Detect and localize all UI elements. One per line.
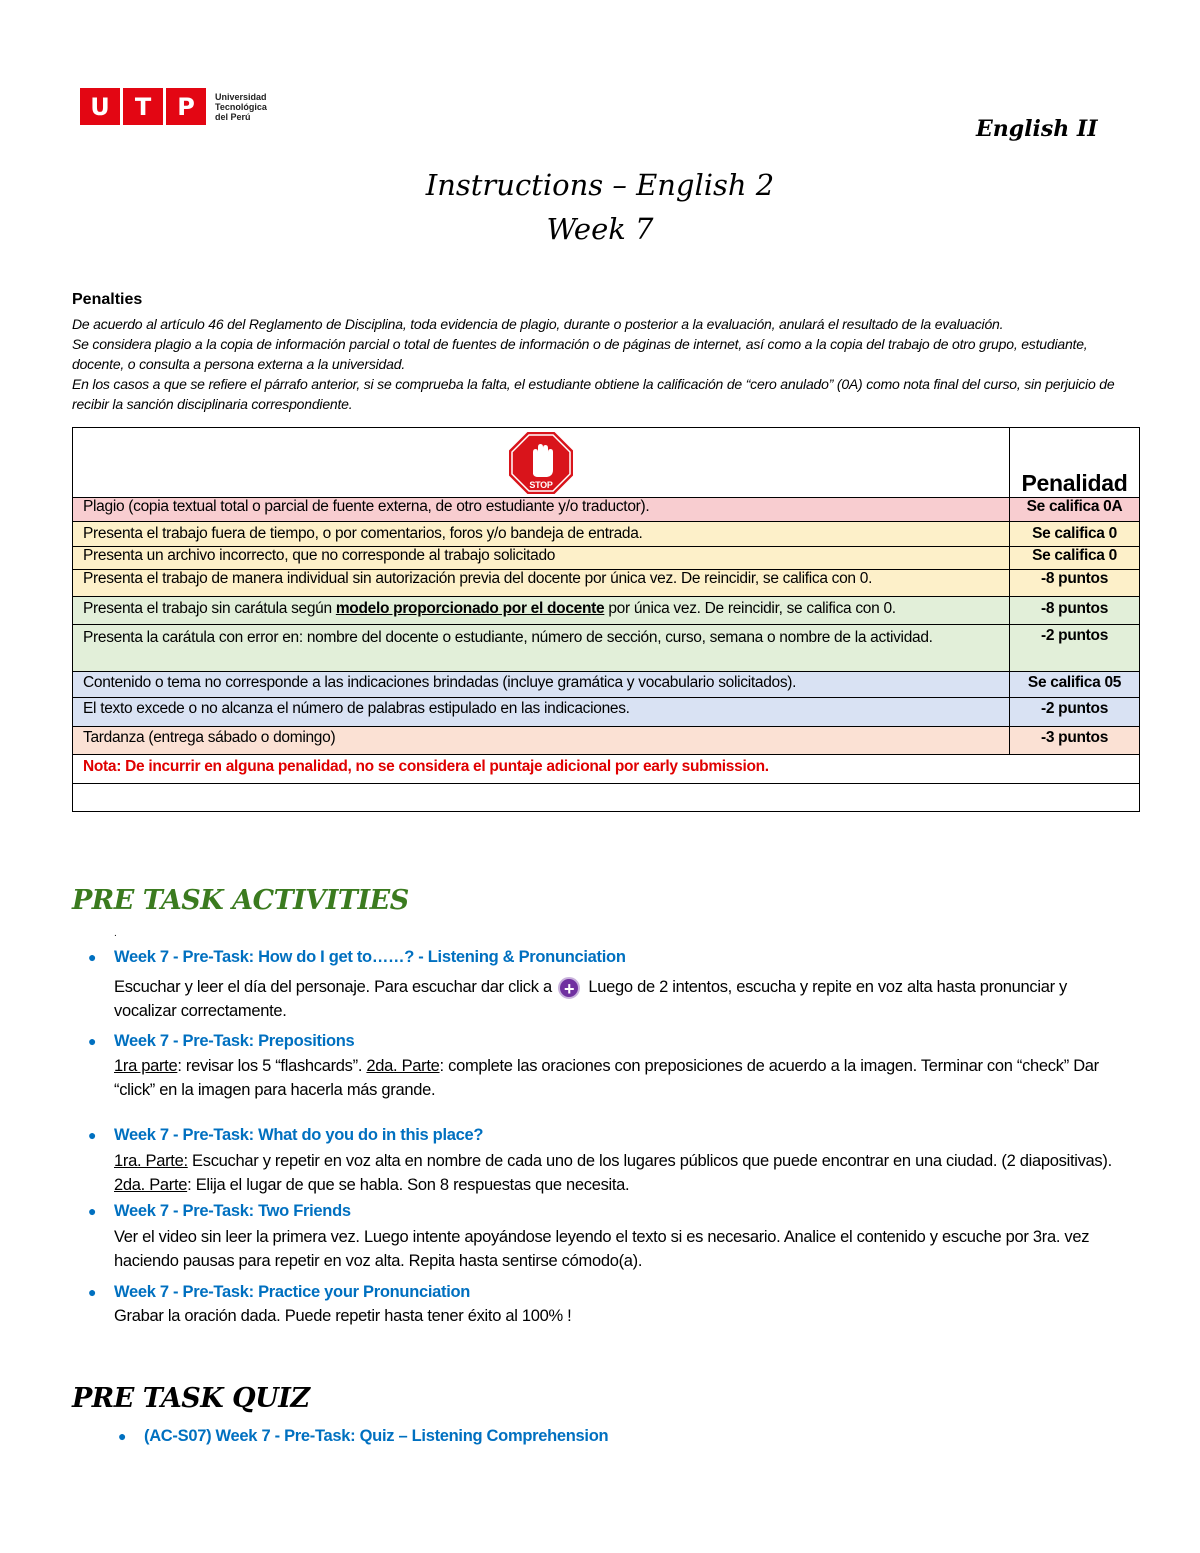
table-row [73,547,1140,570]
course-label: English II [976,116,1098,142]
activity-text: Escuchar y leer el día del personaje. Para escuchar dar click a [114,978,557,996]
empty-cell [73,784,1140,812]
penalty-text: Presenta el trabajo sin carátula según [83,600,336,617]
penalty-description [73,597,1010,625]
bullet-icon: ● [88,1203,97,1219]
activity-item [88,1280,1128,1328]
logo-name-line: Universidad [215,91,267,102]
table-row [73,522,1140,547]
penalty-value: Se califica 05 [1010,672,1140,698]
activity-link-how-do-i-get-to[interactable]: Week 7 - Pre-Task: How do I get to……? - Listening & Pronunciation [114,948,626,966]
activity-description: Ver el video sin leer la primera vez. Luego intente apoyándose leyendo el texto si es necesario. Analice el contenido y escuche por 3ra. vez haciendo pausas para repetir en voz alta. Repita hasta sentirse cómodo(a). [114,1228,1090,1270]
stop-sign-text: STOP [529,480,553,490]
activity-text: : Elija el lugar de que se habla. Son 8 respuestas que necesita. [187,1176,630,1194]
penalty-value: Se califica 0 [1010,522,1140,547]
penalty-description: El texto excede o no alcanza el número de palabras estipulado en las indicaciones. [73,698,1010,727]
activity-text: : complete las oraciones con preposiciones de acuerdo a la imagen. Terminar con “check” Dar “click” en la imagen para hacerla más grande. [114,1057,1099,1099]
table-empty-row [73,784,1140,812]
penalty-column-header: Penalidad [1010,428,1140,498]
logo-name-line: del Perú [215,111,251,122]
cover-model-link[interactable]: modelo proporcionado por el docente [335,600,605,617]
table-row [73,498,1140,522]
penalty-value: -8 puntos [1010,597,1140,625]
penalties-paragraph: En los casos a que se refiere el párrafo anterior, si se comprueba la falta, el estudiante obtiene la calificación de “cero anulado” (0A) como nota final del curso, sin perjuicio de recibir la sanción disciplinaria correspondiente. [72,376,1115,412]
penalties-heading: Penalties [72,291,143,308]
document-subtitle-week: Week 7 [546,212,654,246]
table-row [73,698,1140,727]
pre-task-quiz-heading: PRE TASK QUIZ [72,1383,310,1414]
bullet-icon: ● [88,1127,97,1143]
activity-description [114,1149,1128,1197]
quiz-item [118,1424,1158,1448]
bullet-icon: ● [88,1284,97,1300]
part-label: 1ra parte [114,1057,178,1075]
table-row [73,570,1140,597]
penalty-value: -8 puntos [1010,570,1140,597]
bullet-icon: ● [88,949,97,965]
activity-description: Grabar la oración dada. Puede repetir hasta tener éxito al 100% ! [114,1307,572,1325]
activity-link-practice-pronunciation[interactable]: Week 7 - Pre-Task: Practice your Pronunciation [114,1283,471,1301]
penalty-value: Se califica 0 [1010,547,1140,570]
utp-logo [80,88,267,125]
activity-link-two-friends[interactable]: Week 7 - Pre-Task: Two Friends [114,1202,351,1220]
bullet-icon: ● [88,1033,97,1049]
penalty-value: Se califica 0A [1010,498,1140,522]
activity-item [88,1029,1128,1102]
penalty-table [72,427,1140,812]
document-title: Instructions – English 2 [425,168,775,202]
activity-text: Luego de 2 intentos, escucha y repite en voz alta hasta pronunciar y vocalizar correctamente. [114,978,1067,1020]
stray-dot: . [114,928,117,939]
penalty-description: Plagio (copia textual total o parcial de fuente externa, de otro estudiante y/o traductor). [73,498,1010,522]
penalty-description: Tardanza (entrega sábado o domingo) [73,727,1010,755]
logo-letter-t: T [123,88,163,125]
logo-name-line: Tecnológica [215,101,267,112]
penalty-description: Contenido o tema no corresponde a las indicaciones brindadas (incluye gramática y vocabulario solicitados). [73,672,1010,698]
bullet-icon: ● [118,1428,127,1444]
penalty-value: -3 puntos [1010,727,1140,755]
activity-item [88,945,1128,1023]
penalties-paragraph: De acuerdo al artículo 46 del Reglamento de Disciplina, toda evidencia de plagio, durante o posterior a la evaluación, anulará el resultado de la evaluación. [72,316,1004,332]
logo-letter-p: P [166,88,206,125]
penalty-value: -2 puntos [1010,698,1140,727]
penalty-description: Presenta un archivo incorrecto, que no corresponde al trabajo solicitado [73,547,1010,570]
part-label: 2da. Parte [366,1057,440,1075]
stop-sign-cell [73,428,1010,498]
penalty-description: Presenta el trabajo fuera de tiempo, o por comentarios, foros y/o bandeja de entrada. [73,522,1010,547]
activity-text: : revisar los 5 “flashcards”. [177,1057,367,1075]
table-row [73,597,1140,625]
penalties-paragraph: Se considera plagio a la copia de información parcial o total de fuentes de información o de páginas de internet, así como a la copia del trabajo de otro grupo, estudiante, docente, o consulta a persona externa a la universidad. [72,336,1088,372]
activity-link-what-do-you-do[interactable]: Week 7 - Pre-Task: What do you do in this place? [114,1126,484,1144]
logo-letter-u: U [80,88,120,125]
part-label: 1ra. Parte: [114,1152,188,1170]
activity-description [114,975,1128,1023]
table-row [73,672,1140,698]
plus-icon: + [558,977,580,999]
activity-item [88,1123,1128,1197]
logo-university-name [215,92,267,122]
penalty-text: por única vez. De reincidir, se califica con 0. [604,600,896,617]
table-row [73,625,1140,672]
activity-text: Escuchar y repetir en voz alta en nombre de cada uno de los lugares públicos que puede encontrar en una ciudad. (2 diapositivas). [187,1152,1112,1170]
penalty-description: Presenta la carátula con error en: nombre del docente o estudiante, número de sección, curso, semana o nombre de la actividad. [73,625,1010,672]
activity-item [88,1199,1128,1273]
penalty-value: -2 puntos [1010,625,1140,672]
table-header-row [73,428,1140,498]
part-label: 2da. Parte [114,1176,188,1194]
quiz-link-listening-comprehension[interactable]: (AC-S07) Week 7 - Pre-Task: Quiz – Listening Comprehension [144,1427,609,1445]
penalty-description: Presenta el trabajo de manera individual sin autorización previa del docente por única vez. De reincidir, se califica con 0. [73,570,1010,597]
table-note-row [73,755,1140,784]
activity-description [114,1054,1128,1102]
table-row [73,727,1140,755]
pre-task-activities-heading: PRE TASK ACTIVITIES [72,885,409,916]
penalty-note: Nota: De incurrir en alguna penalidad, no se considera el puntaje adicional por early submission. [73,755,1140,784]
activity-link-prepositions[interactable]: Week 7 - Pre-Task: Prepositions [114,1032,355,1050]
stop-sign-icon [507,430,575,496]
